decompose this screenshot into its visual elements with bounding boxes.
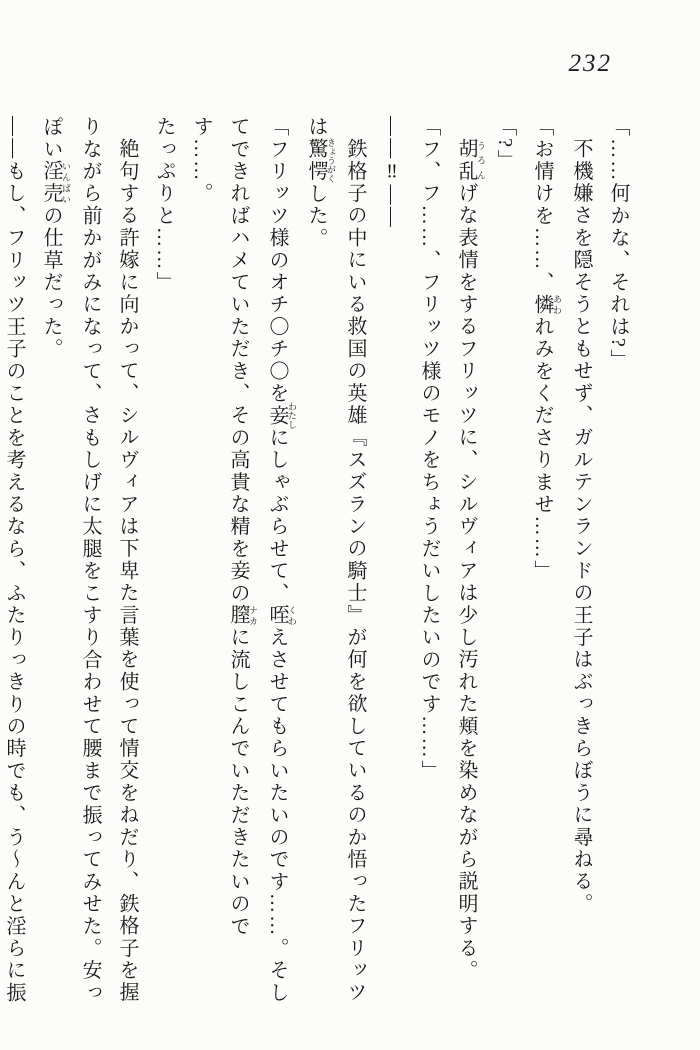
text-column: りながら前かがみになって、さもしげに太腿をこすり合わせて腰まで振ってみせた。安っ: [79, 116, 101, 1004]
ruby-annotated-word: 胡乱 うろん: [455, 138, 486, 183]
ruby-annotated-word: 憐 あわ: [531, 293, 562, 316]
page-number: 232: [568, 50, 612, 77]
text-column: たっぷりと……」: [153, 116, 175, 294]
text-column: 胡乱 うろんげな表情をするフリッツに、シルヴィアは少し汚れた頬を染めながら説明する。: [455, 138, 486, 982]
ruby-annotated-word: 咥 くわ: [266, 604, 297, 627]
text-column: は驚愕 きょうがくした。: [305, 116, 336, 250]
text-column: 「お情けを……、憐 あわれみをくださりませ……」: [531, 116, 562, 583]
text-column: 不機嫌さを隠そうともせず、ガルテンランドの王子はぶっきらぼうに尋ねる。: [570, 138, 592, 915]
text-column: てできればハメていただき、その高貴な精を妾の膣 ナカに流しこんでいただきたいのです……。: [190, 116, 258, 938]
text-column: 鉄格子の中にいる救国の英雄『スズランの騎士』が何を欲しているのか悟ったフリッツ: [344, 138, 366, 1004]
text-column: 「フ、フ……、フリッツ様のモノをちょうだいしたいのです……」: [418, 116, 440, 782]
ruby-annotated-word: 驚愕 きょうがく: [305, 138, 336, 184]
text-column: 「?」: [494, 116, 516, 172]
ruby-annotated-word: 妾 わたし: [266, 402, 297, 430]
text-column: ぽい淫売 いんばいの仕草だった。: [40, 116, 71, 361]
ruby-annotated-word: 膣 ナカ: [227, 604, 258, 627]
text-column: 「フリッツ様のオチ〇チ〇を妾 わたしにしゃぶらせて、咥 くわえさせてもらいたいのです……。そし: [266, 116, 297, 1005]
ruby-annotated-word: 淫売 いんばい: [40, 160, 71, 205]
text-columns: [0, 116, 636, 1012]
text-column: 「……何かな、それは?」: [607, 116, 629, 372]
text-column: 絶句する許嫁に向かって、シルヴィアは下卑た言葉を使って情交をねだり、鉄格子を握: [116, 138, 138, 1004]
text-column: ――‼――: [381, 116, 403, 229]
text-column: ――もし、フリッツ王子のことを考えるなら、ふたりっきりの時でも、う〜んと淫らに振: [3, 116, 25, 1004]
